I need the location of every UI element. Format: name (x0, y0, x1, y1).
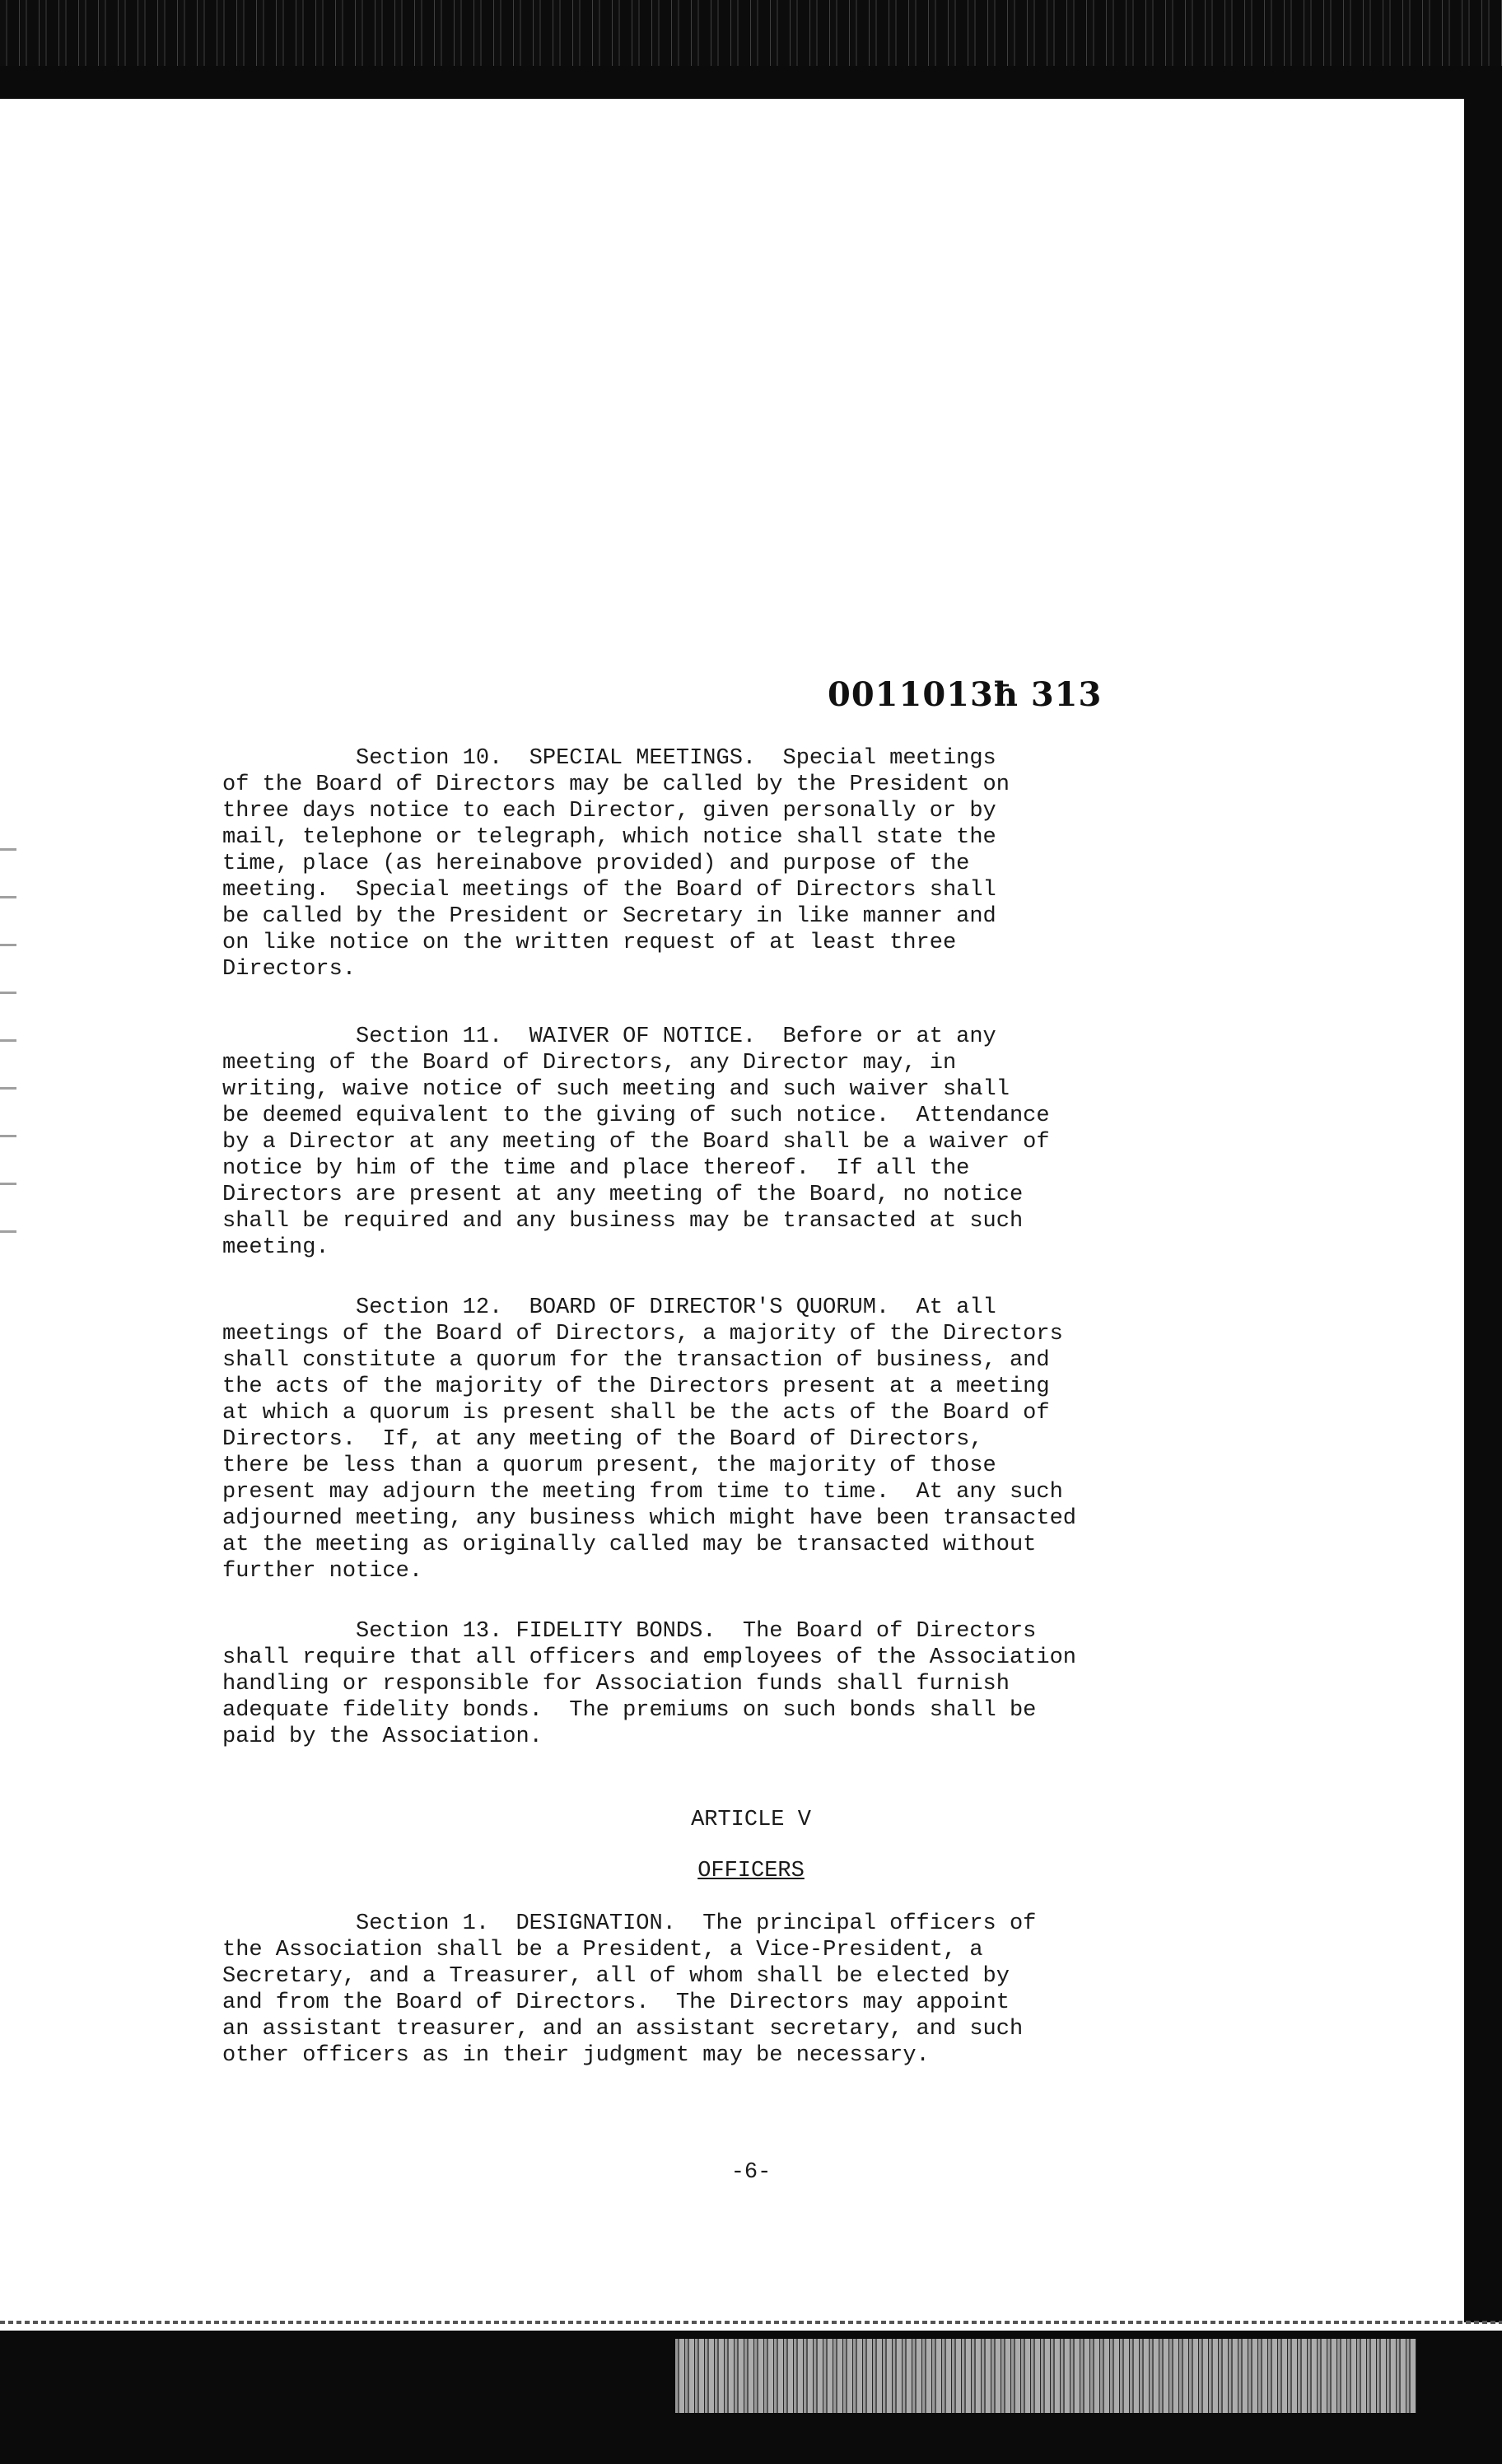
section-10-special-meetings: Section 10. SPECIAL MEETINGS. Special meetings of the Board of Directors may be called by the President on three days notice to each Director, given personally or by mail, telephone or telegraph, which notice shall state the time, place (as hereinabove provided) and purpose of the meeting. Special meetings of the Board of Directors shall be called by the President or Secretary in like manner and on like notice on the written request of at least three Directors. (222, 746, 1010, 982)
scan-dashed-line (0, 2321, 1502, 2324)
scan-specks-left (0, 824, 16, 1235)
section-11-waiver-of-notice: Section 11. WAIVER OF NOTICE. Before or at any meeting of the Board of Directors, any Director may, in writing, waive notice of such meeting and such waiver shall be deemed equivalent to the giving of such notice. Attendance by a Director at any meeting of the Board shall be a waiver of notice by him of the time and place thereof. If all the Directors are present at any meeting of the Board, no notice shall be required and any business may be transacted at such meeting. (222, 1024, 1050, 1260)
document-code: 0011013ħ 313 (828, 675, 1103, 714)
scan-border-right (1464, 99, 1502, 2322)
section-13-fidelity-bonds: Section 13. FIDELITY BONDS. The Board of Directors shall require that all officers and employees of the Association handling or responsible for Association funds shall furnish adequate fidelity bonds. The premiums on such bonds shall be paid by the Association. (222, 1619, 1076, 1749)
scan-noise-top (0, 0, 1502, 66)
section-12-board-quorum: Section 12. BOARD OF DIRECTOR'S QUORUM. At all meetings of the Board of Directors, a majority of the Directors shall constitute a quorum for the transaction of business, and the acts of the majority of the Directors present at a meeting at which a quorum is present shall be the acts of the Board of Directors. If, at any meeting of the Board of Directors, there be less than a quorum present, the majority of those present may adjourn the meeting from time to time. At any such adjourned meeting, any business which might have been transacted at the meeting as originally called may be transacted without further notice. (222, 1295, 1076, 1584)
article-v-section-1-designation: Section 1. DESIGNATION. The principal officers of the Association shall be a President, a Vice-President, a Secretary, and a Treasurer, all of whom shall be elected by and from the Board of Directors. The Directors may appoint an assistant treasurer, and an assistant secretary, and such other officers as in their judgment may be necessary. (222, 1911, 1037, 2068)
article-title: OFFICERS (697, 1859, 805, 1883)
page-number: -6- (730, 2160, 772, 2185)
scan-noise-bottom (675, 2339, 1416, 2413)
article-heading: ARTICLE V (691, 1808, 811, 1832)
